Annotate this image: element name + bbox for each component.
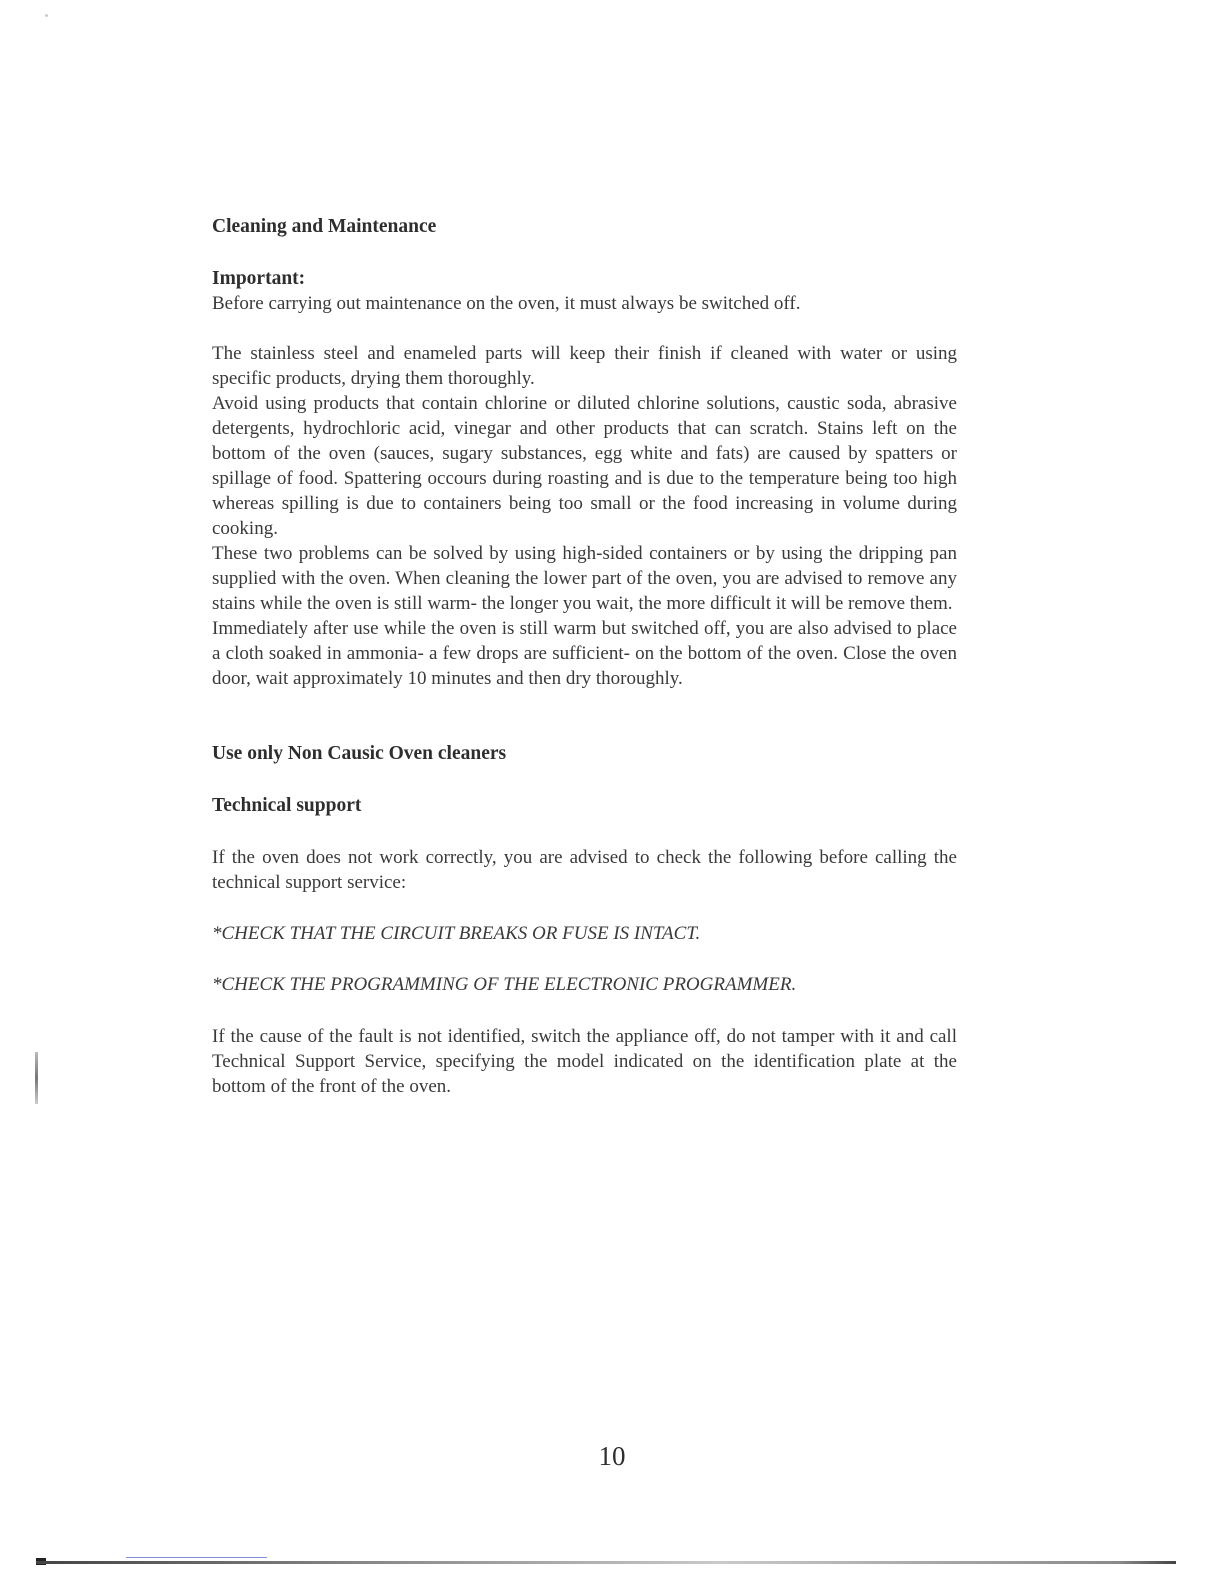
check-programmer: *CHECK THE PROGRAMMING OF THE ELECTRONIC PROGRAMMER. <box>212 974 797 995</box>
non-caustic-heading: Use only Non Causic Oven cleaners <box>212 743 507 764</box>
section-title-cleaning: Cleaning and Maintenance <box>212 216 437 237</box>
check-fuse: *CHECK THAT THE CIRCUIT BREAKS OR FUSE IS INTACT. <box>212 923 701 944</box>
technical-support-closing: If the cause of the fault is not identified, switch the appliance off, do not tamper with it and call Technical Support Service, specifying the model indicated on the identification plate at the bottom of the front of the oven. <box>212 1026 957 1097</box>
paragraph-stainless: The stainless steel and enameled parts will keep their finish if cleaned with water or using specific products, drying them thoroughly. <box>212 343 957 389</box>
page-number: 10 <box>598 1441 626 1471</box>
important-label: Important: <box>212 268 306 289</box>
paragraph-avoid-products: Avoid using products that contain chlorine or diluted chlorine solutions, caustic soda, abrasive detergents, hydrochloric acid, vinegar and other products that can scratch. Stains left on the bottom of the oven (sauces, sugary substances, egg white and fats) are caused by spatters or spillage of food. Spattering occours during roasting and is due to the temperature being too high whereas spilling is due to containers being too small or the food increasing in volume during cooking. <box>212 393 957 539</box>
scan-bottom-edge <box>36 1561 1176 1564</box>
paragraph-ammonia: Immediately after use while the oven is still warm but switched off, you are also advised to place a cloth soaked in ammonia- a few drops are sufficient- on the bottom of the oven. Close the oven door, wait approximately 10 minutes and then dry thoroughly. <box>212 618 957 689</box>
scan-speck <box>45 14 48 17</box>
scan-edge-mark <box>35 1052 38 1104</box>
important-text: Before carrying out maintenance on the oven, it must always be switched off. <box>212 293 801 314</box>
page-content <box>212 214 957 1099</box>
scan-blue-line <box>126 1557 267 1558</box>
technical-support-intro: If the oven does not work correctly, you are advised to check the following before calling the technical support service: <box>212 847 957 893</box>
section-title-technical-support: Technical support <box>212 795 362 816</box>
paragraph-two-problems: These two problems can be solved by using high-sided containers or by using the dripping pan supplied with the oven. When cleaning the lower part of the oven, you are advised to remove any stains while the oven is still warm- the longer you wait, the more difficult it will be remove them. <box>212 543 957 614</box>
